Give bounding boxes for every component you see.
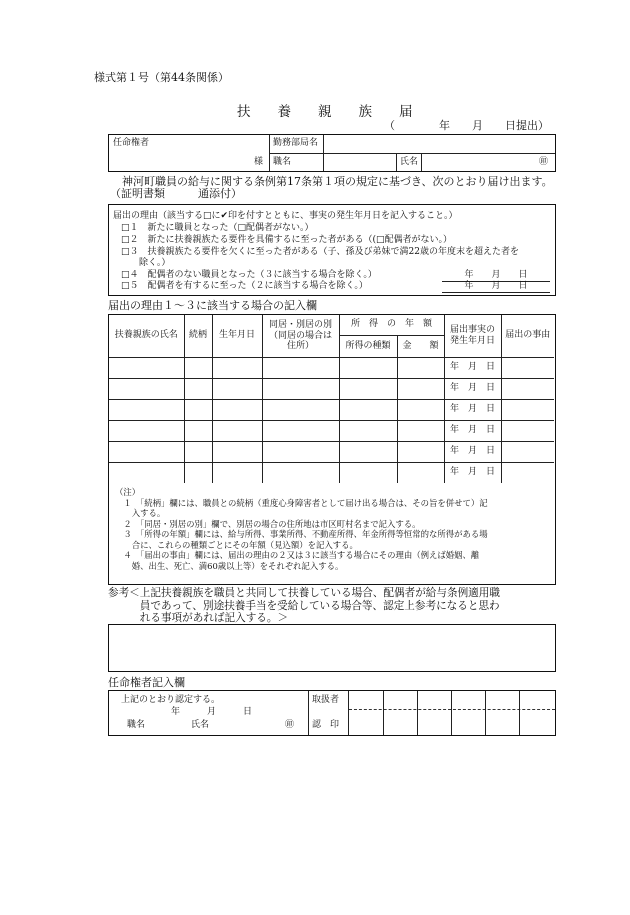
note-line: ２ 「同居・別居の別」欄で、別居の場合の住所地は市区町村名まで記入する。 [115,518,421,529]
cell-birth[interactable] [212,357,262,378]
notes [115,487,549,571]
cell-name[interactable] [109,462,184,483]
cell-cohab[interactable] [262,357,339,378]
cell-birth[interactable] [212,441,262,462]
cell-cohab[interactable] [262,462,339,483]
approval-stamp-slot[interactable] [384,710,417,735]
cell-reason[interactable] [501,462,554,483]
certify-date[interactable]: 年 月 日 [171,707,253,717]
appointer-section-title: 任命権者記入欄 [108,676,185,689]
reference-line: れる事項があれば記入する。＞ [108,612,289,624]
reference-line: 員であって、別途扶養手当を受給している場合等、認定上参考になると思わ [108,599,500,612]
cell-cohab[interactable] [262,441,339,462]
note-line: 婚、出生、死亡、満60歳以上等）をそれぞれ記入する。 [115,560,344,571]
department-label: 勤務部局名 [273,138,319,148]
cell-relation[interactable] [184,441,212,462]
cell-amount[interactable] [397,420,444,441]
reference-input-box[interactable] [108,624,556,672]
reason-checkbox-4[interactable]: □４ 配偶者のない職員となった（３に該当する場合を除く。） [121,270,377,280]
department-field[interactable] [324,135,554,152]
approval-stamp-slot[interactable] [349,710,383,735]
proof-documents[interactable]: （証明書類 通添付） [110,187,242,200]
cell-income-type[interactable] [339,399,397,420]
certify-text: 上記のとおり認定する。 [121,695,221,705]
reason-3-continued: 除く。） [139,258,171,268]
table-row [109,462,554,483]
statement-text: 神河町職員の給与に関する条例第17条第１項の規定に基づき、次のとおり届け出ます。 [122,175,553,188]
cell-cohab[interactable] [262,399,339,420]
name-label: 氏名 [400,157,419,167]
cell-amount[interactable] [397,462,444,483]
col-header-occur-date: 届出事実の 発生年月日 [444,315,501,357]
reasons-heading: 届出の理由（該当する□に✔印を付すとともに、事実の発生年月日を記入すること。） [113,211,458,221]
col-header-birth: 生年月日 [212,315,262,357]
note-line: 合に、これらの種類ごとにその年額（見込額）を記入する。 [115,539,358,550]
reason-checkbox-5[interactable]: □５ 配偶者を有するに至った（２に該当する場合を除く。） [121,281,368,291]
cell-income-type[interactable] [339,441,397,462]
cell-reason[interactable] [501,420,554,441]
cell-name[interactable] [109,357,184,378]
cell-name[interactable] [109,399,184,420]
cell-relation[interactable] [184,378,212,399]
position-label: 職名 [273,157,292,167]
dependents-table [109,315,554,483]
col-header-cohabitation: 同居・別居の別 （同居の場合は 住所） [262,315,339,357]
table-row [109,441,554,462]
cell-occur-date[interactable]: 年 月 日 [444,462,501,483]
note-line: １ 「続柄」欄には、職員との続柄（重度心身障害者として届け出る場合は、その旨を併せて）記 [115,497,488,508]
cell-occur-date[interactable]: 年 月 日 [444,441,501,462]
cell-reason[interactable] [501,441,554,462]
note-line: ４ 「届出の事由」欄には、届出の理由の２又は３に該当する場合にその理由（例えば婚姻、離 [115,550,480,560]
certify-seal: ㊞ [285,720,295,730]
approval-stamp-slot[interactable] [452,710,485,735]
cell-cohab[interactable] [262,378,339,399]
cell-amount[interactable] [397,441,444,462]
cell-birth[interactable] [212,420,262,441]
dependents-section [108,314,556,585]
table-row [109,357,554,378]
cell-income-type[interactable] [339,420,397,441]
cell-amount[interactable] [397,399,444,420]
cell-reason[interactable] [501,357,554,378]
reason-checkbox-2[interactable]: □２ 新たに扶養親族たる要件を具備するに至った者がある（(□配偶者がない。） [121,235,453,245]
approval-label: 認 印 [312,720,340,730]
col-header-amount: 金 額 [397,335,444,357]
handler-label: 取扱者 [312,695,340,705]
appointer-box [108,690,556,736]
cell-amount[interactable] [397,378,444,399]
cell-occur-date[interactable]: 年 月 日 [444,378,501,399]
reasons-box [108,204,556,296]
applicant-box [108,134,556,172]
name-field[interactable] [422,154,532,170]
reason-checkbox-1[interactable]: □１ 新たに職員となった（□配偶者がない。） [121,223,314,233]
cell-income-type[interactable] [339,357,397,378]
reason-checkbox-3[interactable]: □３ 扶養親族たる要件を欠くに至った者がある（子、孫及び弟妹で満22歳の年度末を超えた者を [121,247,519,257]
col-header-relation: 続柄 [184,315,212,357]
cell-income-type[interactable] [339,462,397,483]
reference-line: 参考＜上記扶養親族を職員と共同して扶養している場合、配偶者が給与条例適用職 [108,587,500,599]
cell-relation[interactable] [184,399,212,420]
cell-birth[interactable] [212,399,262,420]
sama-label: 様 [254,157,264,167]
cell-relation[interactable] [184,420,212,441]
reference-text [108,587,500,625]
reason-4-date[interactable]: 年 月 日 [442,270,550,282]
section1-title: 届出の理由１～３に該当する場合の記入欄 [108,299,317,312]
cell-birth[interactable] [212,378,262,399]
approval-stamp-slot[interactable] [520,710,554,735]
cell-cohab[interactable] [262,420,339,441]
cell-relation[interactable] [184,462,212,483]
cell-income-type[interactable] [339,378,397,399]
note-line: 入する。 [115,508,166,518]
table-row [109,399,554,420]
seal-mark: ㊞ [539,157,549,167]
table-row [109,378,554,399]
position-field[interactable] [324,154,394,170]
col-header-income-type: 所得の種類 [339,335,397,357]
certify-name: 氏名 [191,720,210,730]
cell-reason[interactable] [501,378,554,399]
cell-occur-date[interactable]: 年 月 日 [444,420,501,441]
approval-stamp-slot[interactable] [486,710,519,735]
appointer-label: 任命権者 [113,138,150,148]
approval-stamp-slot[interactable] [418,710,451,735]
form-number: 様式第１号（第44条関係） [94,71,229,84]
cell-occur-date[interactable]: 年 月 日 [444,357,501,378]
table-row [109,420,554,441]
col-header-reason: 届出の事由 [501,315,554,357]
col-header-income: 所 得 の 年 額 [339,315,444,335]
cell-name[interactable] [109,441,184,462]
submit-date[interactable]: （ 年 月 日提出） [384,119,549,132]
reason-5-date[interactable]: 年 月 日 [442,281,550,293]
col-header-name: 扶養親族の氏名 [109,315,184,357]
document-title: 扶 養 親 族 届 [237,104,413,120]
cell-amount[interactable] [397,357,444,378]
cell-reason[interactable] [501,399,554,420]
cell-name[interactable] [109,378,184,399]
note-line: （注） [115,487,141,497]
cell-birth[interactable] [212,462,262,483]
certify-position: 職名 [127,720,146,730]
cell-name[interactable] [109,420,184,441]
note-line: ３ 「所得の年額」欄には、給与所得、事業所得、不動産所得、年金所得等恒常的な所得がある場 [115,529,488,539]
cell-occur-date[interactable]: 年 月 日 [444,399,501,420]
cell-relation[interactable] [184,357,212,378]
